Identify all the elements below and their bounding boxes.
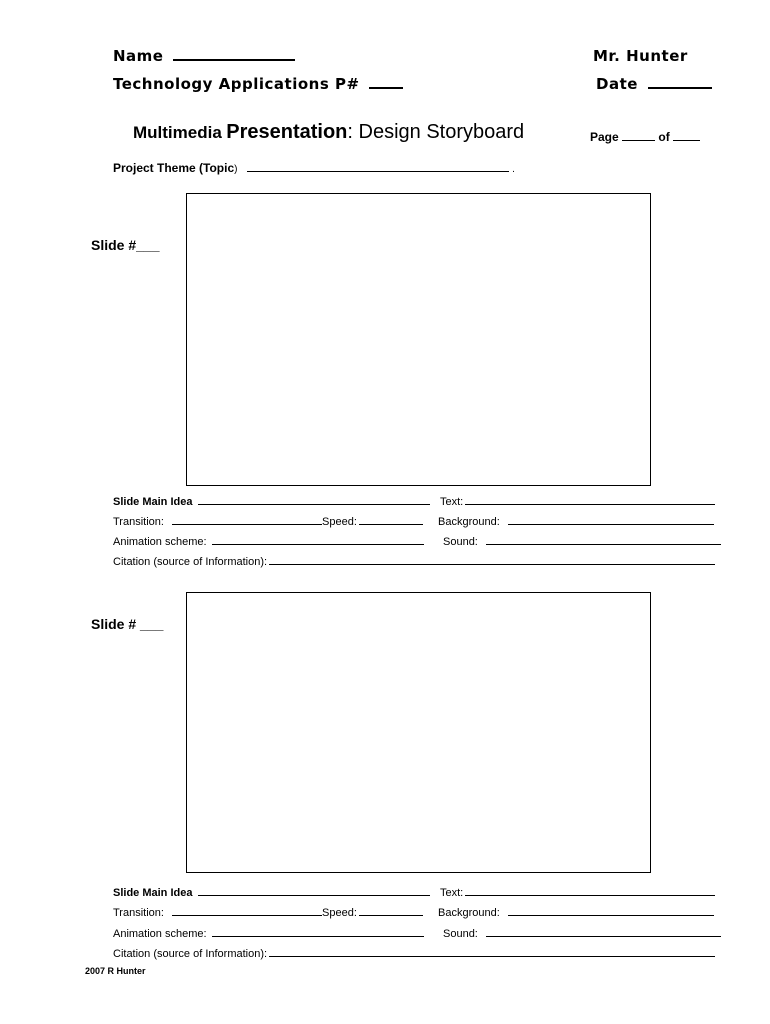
page-label: Page [590, 130, 619, 144]
project-theme-paren: ) [234, 164, 238, 175]
sound-blank[interactable] [486, 544, 721, 545]
page-total-blank[interactable] [673, 140, 700, 141]
slide-number-label: Slide # ___ [91, 616, 164, 632]
speed-label: Speed: [322, 907, 357, 919]
sound-field [443, 928, 721, 940]
sound-field [443, 536, 721, 548]
transition-label: Transition: [113, 516, 164, 528]
name-blank[interactable] [173, 59, 295, 61]
class-label: Technology Applications P# [113, 75, 360, 93]
speed-label: Speed: [322, 516, 357, 528]
title-part-1: Multimedia [133, 123, 222, 142]
background-label: Background: [438, 907, 500, 919]
transition-blank[interactable] [172, 915, 322, 916]
background-blank[interactable] [508, 915, 714, 916]
project-theme-label: Project Theme (Topic [113, 161, 235, 175]
project-theme-end: . [512, 164, 515, 175]
citation-label: Citation (source of Information): [113, 556, 268, 568]
name-label: Name [113, 47, 164, 65]
main-idea-blank[interactable] [198, 504, 430, 505]
sound-label: Sound: [443, 536, 478, 548]
sound-blank[interactable] [486, 936, 721, 937]
speed-blank[interactable] [359, 915, 423, 916]
text-blank[interactable] [465, 895, 715, 896]
citation-blank[interactable] [269, 564, 715, 565]
project-theme-field [113, 161, 515, 175]
animation-label: Animation scheme: [113, 928, 207, 940]
text-field [440, 496, 715, 508]
animation-field [113, 536, 424, 548]
speed-blank[interactable] [359, 524, 423, 525]
name-field [113, 47, 295, 65]
transition-field [113, 516, 423, 528]
date-blank[interactable] [648, 87, 712, 89]
period-blank[interactable] [369, 87, 403, 89]
main-idea-blank[interactable] [198, 895, 430, 896]
slide-sketch-box[interactable] [186, 193, 651, 486]
slide-number-label: Slide #___ [91, 237, 160, 253]
animation-blank[interactable] [212, 544, 424, 545]
background-blank[interactable] [508, 524, 714, 525]
background-label: Background: [438, 516, 500, 528]
project-theme-blank[interactable] [247, 171, 509, 172]
text-field [440, 887, 715, 899]
main-idea-field [113, 496, 430, 508]
text-label: Text: [440, 496, 464, 508]
background-field [438, 907, 714, 919]
citation-field [113, 556, 715, 568]
page-number-field [590, 130, 700, 144]
citation-label: Citation (source of Information): [113, 948, 268, 960]
date-field [596, 75, 712, 93]
class-period-field [113, 75, 403, 93]
slide-sketch-box[interactable] [186, 592, 651, 873]
transition-field [113, 907, 423, 919]
animation-blank[interactable] [212, 936, 424, 937]
date-label: Date [596, 75, 638, 93]
transition-label: Transition: [113, 907, 164, 919]
main-idea-field [113, 887, 430, 899]
animation-field [113, 928, 424, 940]
title-part-2: Presentation [226, 121, 348, 143]
animation-label: Animation scheme: [113, 536, 207, 548]
page-title [133, 121, 524, 144]
citation-field [113, 948, 715, 960]
text-label: Text: [440, 887, 464, 899]
footer-credit: 2007 R Hunter [85, 966, 146, 976]
text-blank[interactable] [465, 504, 715, 505]
main-idea-label: Slide Main Idea [113, 887, 193, 899]
main-idea-label: Slide Main Idea [113, 496, 193, 508]
page-blank[interactable] [622, 140, 655, 141]
title-part-3: : Design Storyboard [347, 121, 525, 143]
citation-blank[interactable] [269, 956, 715, 957]
transition-blank[interactable] [172, 524, 322, 525]
teacher-name: Mr. Hunter [593, 47, 688, 65]
sound-label: Sound: [443, 928, 478, 940]
of-label: of [658, 130, 670, 144]
background-field [438, 516, 714, 528]
